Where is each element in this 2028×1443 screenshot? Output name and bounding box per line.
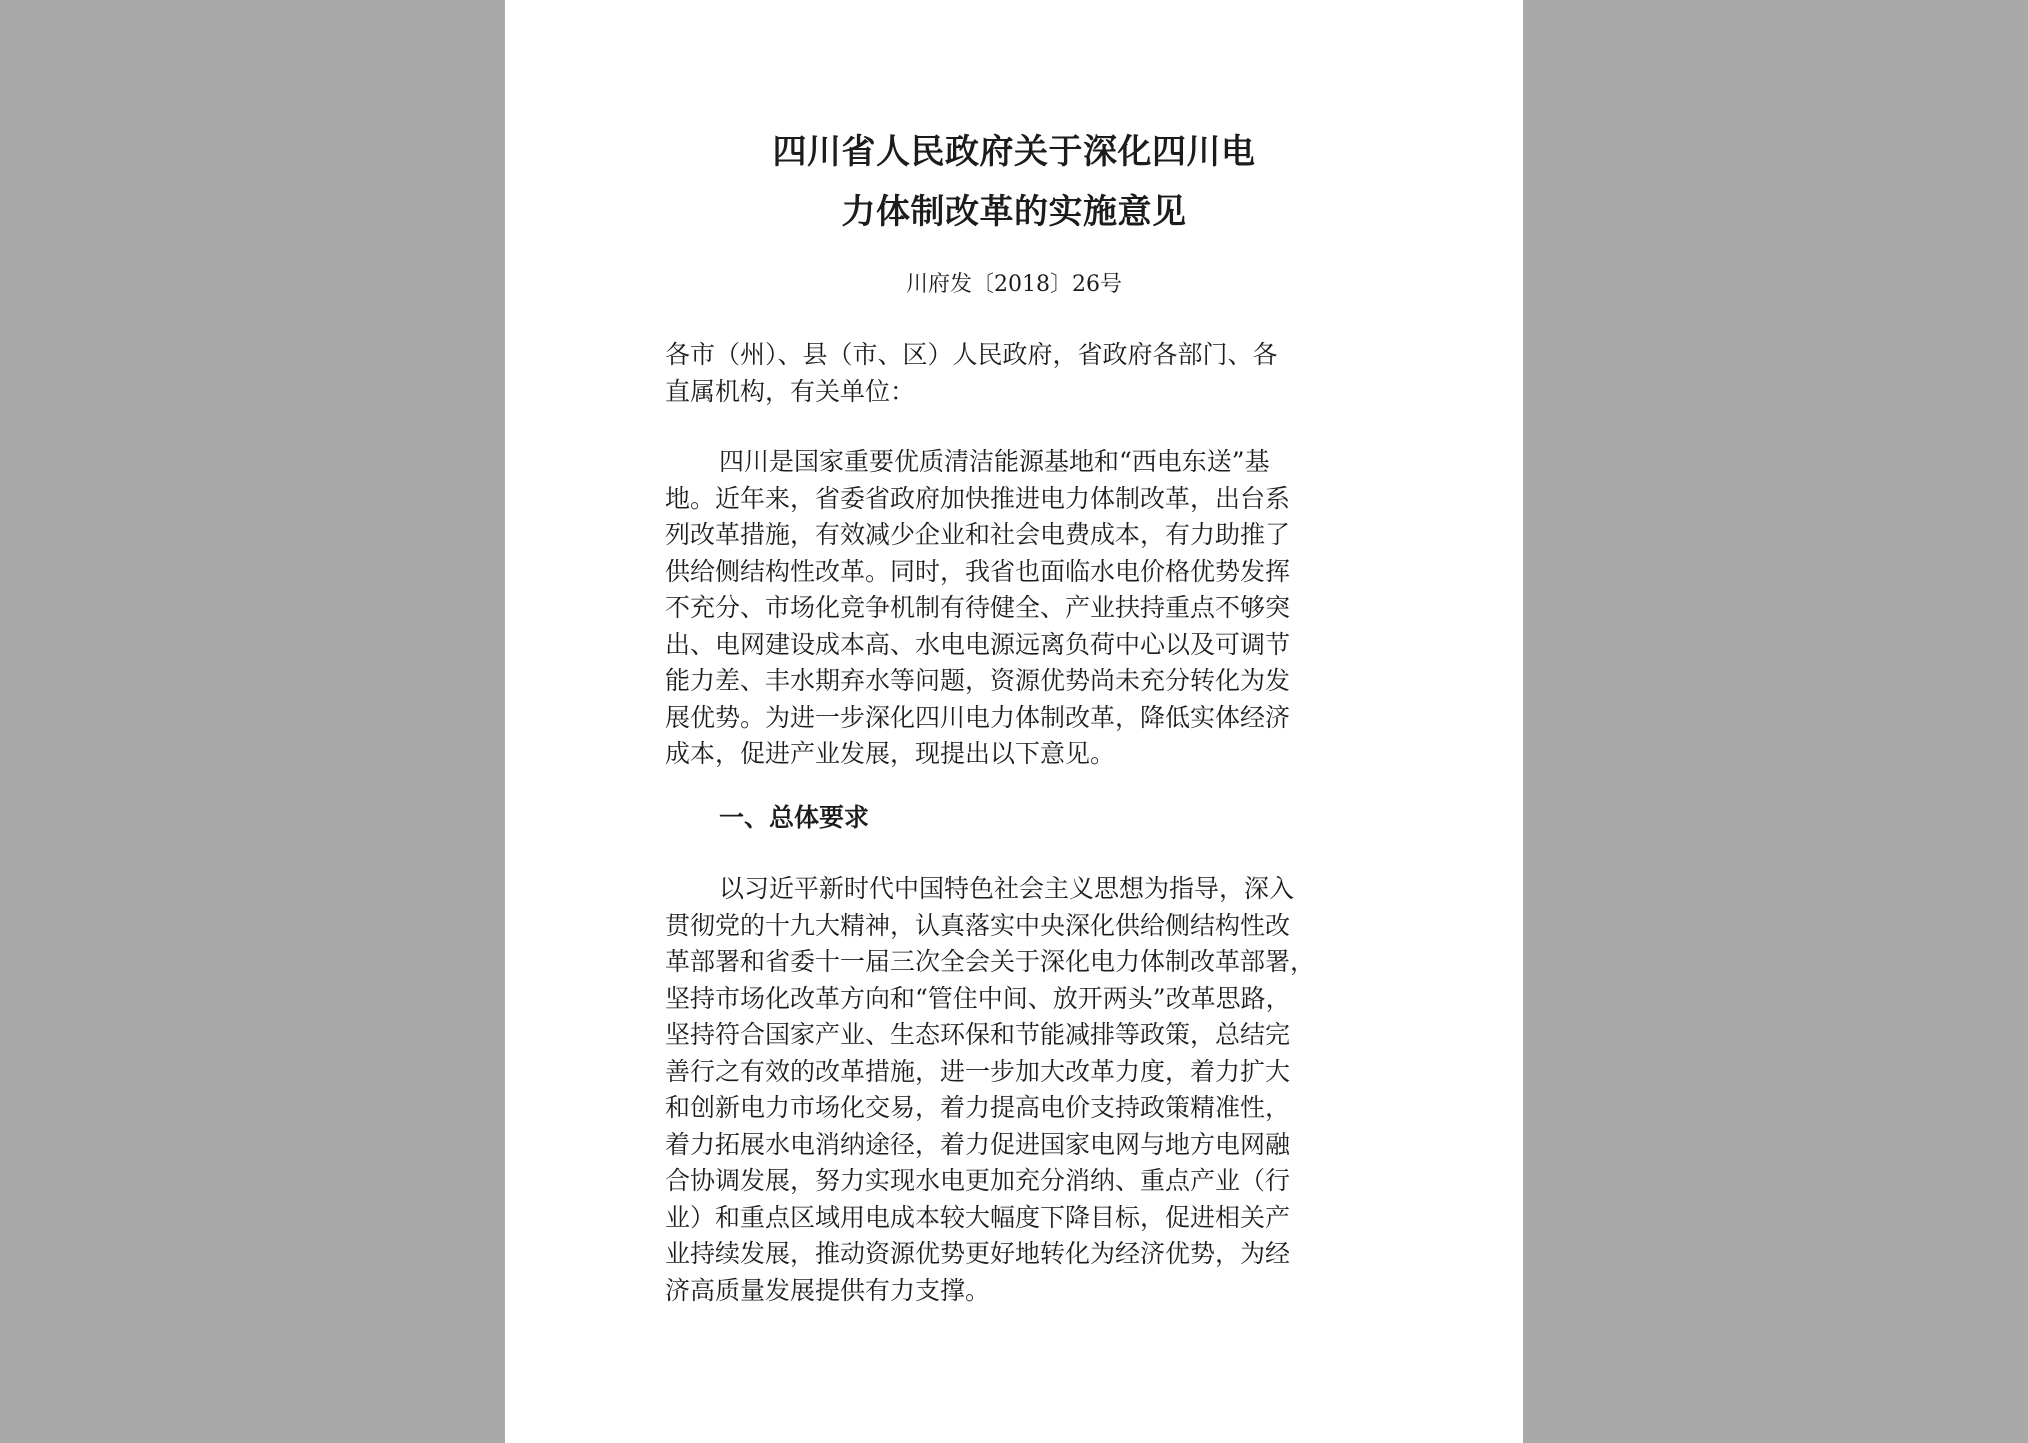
paragraph-general-requirements bbox=[665, 871, 1385, 1309]
paragraph-line: 革部署和省委十一届三次全会关于深化电力体制改革部署， bbox=[665, 947, 1316, 976]
document-page bbox=[505, 0, 1523, 1443]
paragraph-line: 展优势。为进一步深化四川电力体制改革，降低实体经济 bbox=[665, 702, 1291, 732]
paragraph-line: 业）和重点区域用电成本较大幅度下降目标，促进相关产 bbox=[665, 1202, 1291, 1232]
addressee-line: 各市（州）、县（市、区）人民政府，省政府各部门、各 bbox=[665, 340, 1278, 369]
paragraph-line: 地。近年来，省委省政府加快推进电力体制改革，出台系 bbox=[665, 483, 1291, 513]
paragraph-intro bbox=[665, 444, 1385, 773]
paragraph-line: 着力拓展水电消纳途径，着力促进国家电网与地方电网融 bbox=[665, 1129, 1291, 1159]
paragraph-line: 不充分、市场化竞争机制有待健全、产业扶持重点不够突 bbox=[665, 593, 1291, 622]
document-number: 川府发〔2018〕26号 bbox=[906, 272, 1122, 297]
paragraph-line: 四川是国家重要优质清洁能源基地和“西电东送”基 bbox=[719, 447, 1270, 476]
paragraph-line: 以习近平新时代中国特色社会主义思想为指导，深入 bbox=[719, 874, 1295, 903]
paragraph-line: 能力差、丰水期弃水等问题，资源优势尚未充分转化为发 bbox=[665, 666, 1291, 695]
paragraph-line: 坚持符合国家产业、生态环保和节能减排等政策，总结完 bbox=[665, 1020, 1291, 1049]
paragraph-line: 列改革措施，有效减少企业和社会电费成本，有力助推了 bbox=[665, 520, 1291, 549]
paragraph-line: 坚持市场化改革方向和“管住中间、放开两头”改革思路， bbox=[665, 983, 1291, 1013]
paragraph-line: 成本，促进产业发展，现提出以下意见。 bbox=[665, 739, 1116, 768]
paragraph-line: 合协调发展，努力实现水电更加充分消纳、重点产业（行 bbox=[665, 1166, 1291, 1195]
paragraph-line: 济高质量发展提供有力支撑。 bbox=[665, 1275, 991, 1305]
paragraph-line: 善行之有效的改革措施，进一步加大改革力度，着力扩大 bbox=[665, 1056, 1291, 1086]
addressee bbox=[665, 337, 1385, 410]
paragraph-line: 供给侧结构性改革。同时，我省也面临水电价格优势发挥 bbox=[665, 556, 1291, 586]
paragraph-line: 贯彻党的十九大精神，认真落实中央深化供给侧结构性改 bbox=[665, 910, 1291, 940]
title-line: 四川省人民政府关于深化四川电 bbox=[772, 132, 1256, 172]
paragraph-line: 出、电网建设成本高、水电电源远离负荷中心以及可调节 bbox=[665, 629, 1291, 659]
document-title bbox=[505, 122, 1523, 242]
title-line: 力体制改革的实施意见 bbox=[841, 192, 1187, 232]
paragraph-line: 和创新电力市场化交易，着力提高电价支持政策精准性， bbox=[665, 1093, 1291, 1122]
addressee-line: 直属机构，有关单位： bbox=[665, 376, 916, 406]
section-heading: 一、总体要求 bbox=[719, 803, 870, 832]
paragraph-line: 业持续发展，推动资源优势更好地转化为经济优势，为经 bbox=[665, 1239, 1291, 1268]
